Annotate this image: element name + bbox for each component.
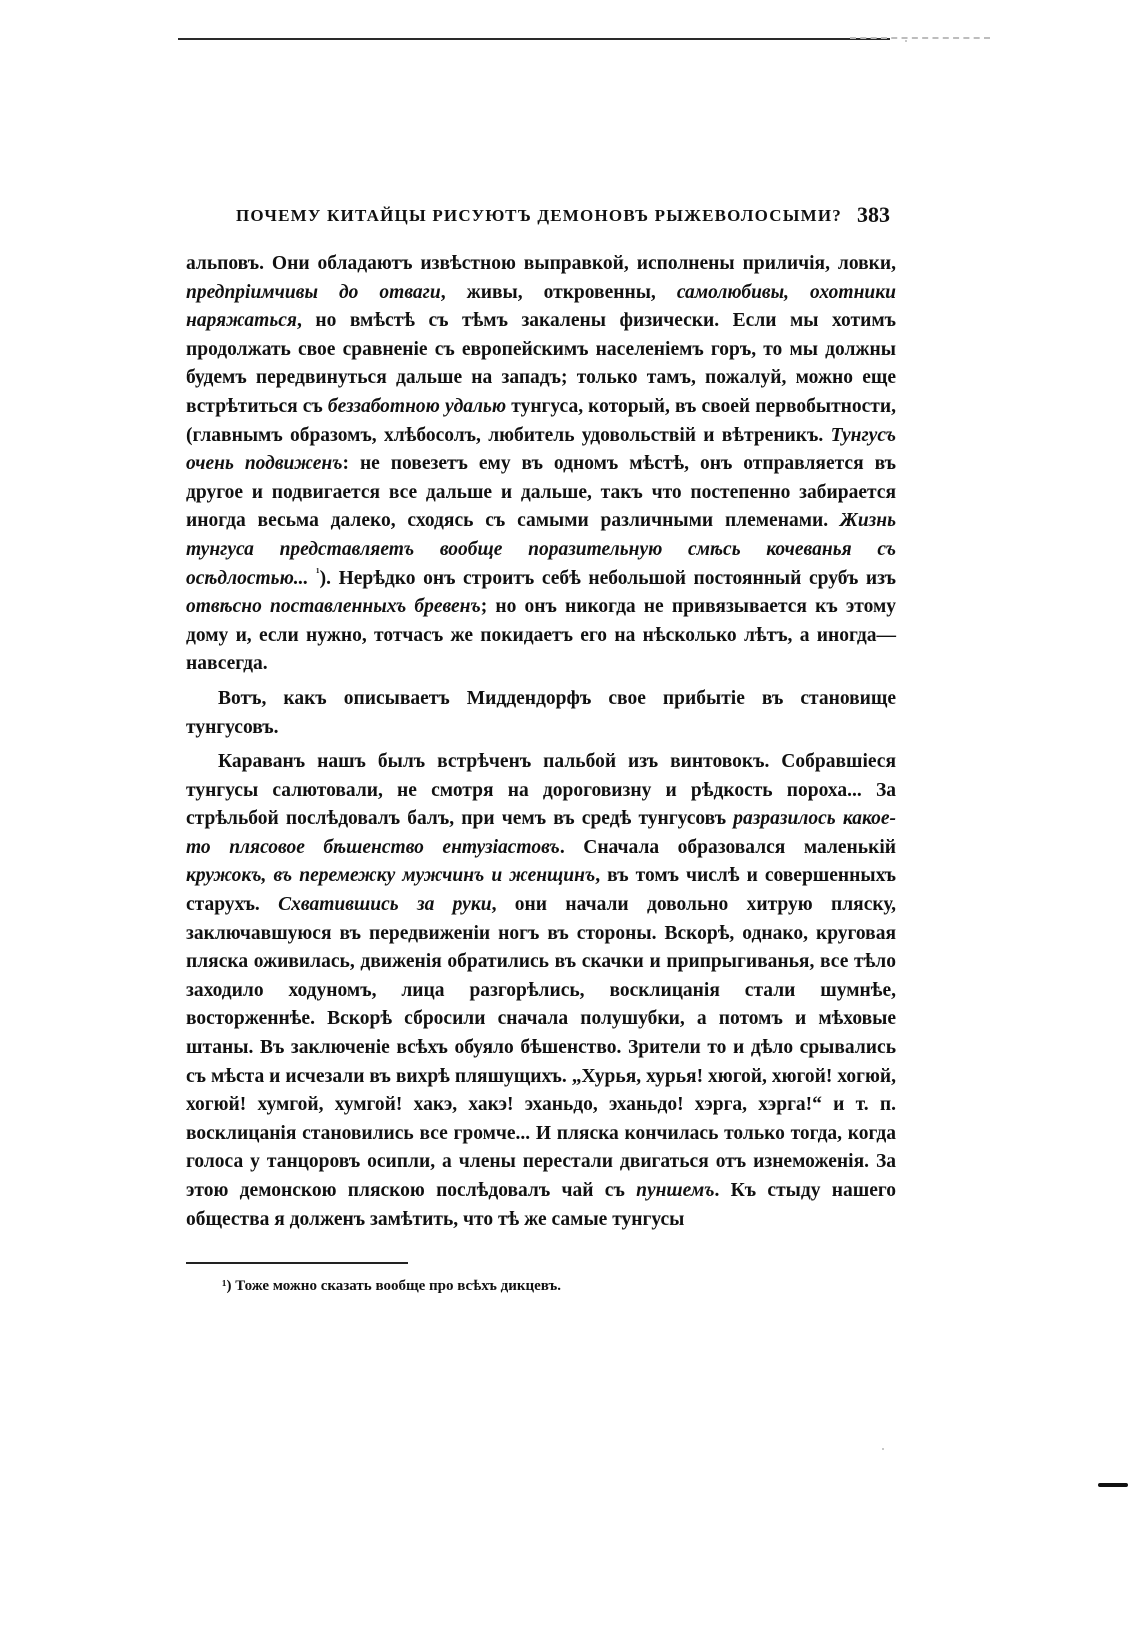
running-head	[186, 202, 896, 236]
footnote-text: ) Тоже можно сказать вообще про всѣхъ дикцевъ.	[226, 1278, 562, 1295]
footnote-rule	[186, 1262, 408, 1264]
p1-italic-5: Жизнь тунгуса представляетъ вообще поразительную смѣсь кочеванья съ осѣдлостью...	[186, 510, 897, 589]
p1-text-1: альповъ. Они обладаютъ извѣстною выправкой, исполнены приличія, ловки,	[186, 253, 896, 274]
p1-text-3: , но вмѣстѣ съ тѣмъ закалены физически. Если мы хотимъ продолжать свое сравненіе съ европейскимъ населеніемъ горъ, то мы должны будемъ передвинуться дальше на западъ; только тамъ, пожалуй, можно еще встрѣтиться съ	[186, 310, 896, 417]
p3-italic-3: Схватившись за руки	[278, 894, 492, 916]
p3-text-2: . Сначала образовался маленькій	[559, 836, 896, 858]
p1-text-4: тунгуса, который, въ своей первобытности, (главнымъ образомъ, хлѣбосолъ, любитель удовольствій и вѣтреникъ.	[186, 395, 896, 446]
scan-speck	[905, 40, 907, 42]
paragraph-2	[186, 685, 896, 742]
p3-text-4: , они начали довольно хитрую пляску, заключавшуюся въ передвиженіи ногъ въ стороны. Вскорѣ, однако, круговая пляска оживилась, движенія обратились въ скачки и припрыгиванья, все тѣло заходило ходуномъ, лица разгорѣлись, восклицанія стали шумнѣе, восторженнѣе. Вскорѣ сбросили сначала полушубки, а потомъ и мѣховые штаны. Въ заключеніе всѣхъ обуяло бѣшенство. Зрители то и дѣло срывались съ мѣста и исчезали въ вихрѣ пляшущихъ. „Хурья, хурья! хюгой, хюгой! хогюй, хогюй! хумгой, хумгой! хакэ, хакэ! эханьдо, эханьдо! хэрга, хэрга!“ и т. п. восклицанія становились все громче... И пляска кончилась только тогда, когда голоса у танцоровъ осипли, а члены перестали двигаться отъ изнеможенія. За этою демонскою пляскою послѣдовалъ чай съ	[186, 894, 897, 1201]
p1-text-5: : не повезетъ ему въ одномъ мѣстѣ, онъ отправляется въ другое и подвигается все дальше и дальше, такъ что постепенно забирается иногда весьма далеко, сходясь съ самыми различными племенами.	[186, 453, 896, 532]
p1-italic-3: беззаботною удалью	[327, 395, 507, 417]
footnote	[186, 1276, 896, 1296]
paragraph-3	[186, 748, 896, 1234]
page-edge-mark	[1098, 1483, 1128, 1487]
p2-text: Вотъ, какъ описываетъ Миддендорфъ свое прибытіе въ становище тунгусовъ.	[186, 687, 896, 738]
scan-speck	[882, 1448, 884, 1450]
p1-text-2: , живы, откровенны,	[440, 281, 656, 303]
p1-italic-6: отвѣсно поставленныхъ бревенъ	[186, 596, 481, 618]
p3-text-1: Караванъ нашъ былъ встрѣченъ пальбой изъ винтовокъ. Собравшіеся тунгусы салютовали, не смотря на дороговизну и рѣдкость пороха... За стрѣльбой послѣдовалъ балъ, при чемъ въ средѣ тунгусовъ	[186, 751, 896, 830]
p3-text-5: . Къ стыду нашего общества я долженъ замѣтить, что тѣ же самые тунгусы	[186, 1180, 896, 1230]
footnote-marker: ¹	[222, 1278, 227, 1295]
book-page	[186, 202, 896, 1296]
top-scan-rule-fade	[850, 37, 990, 39]
footnote-reference[interactable]: ¹	[316, 565, 320, 580]
body-text	[186, 250, 896, 1234]
p1-text-6: ). Нерѣдко онъ строитъ себѣ небольшой постоянный срубъ изъ	[319, 567, 897, 589]
p3-italic-4: пуншемъ	[636, 1180, 715, 1201]
p3-italic-1: разразилось какое-то плясовое бѣшенство ентузіастовъ	[186, 808, 897, 858]
p1-italic-4: Тунгусъ очень подвиженъ	[186, 424, 897, 475]
running-title: ПОЧЕМУ КИТАЙЦЫ РИСУЮТЪ ДЕМОНОВЪ РЫЖЕВОЛОСЫМИ?	[236, 206, 842, 225]
p1-text-7: ; но онъ никогда не привязывается къ этому дому и, если нужно, тотчасъ же покидаетъ его на нѣсколько лѣтъ, а иногда—навсегда.	[186, 596, 897, 675]
p3-text-3: , въ томъ числѣ и совершенныхъ старухъ.	[186, 865, 896, 916]
p3-italic-2: кружокъ, въ перемежку мужчинъ и женщинъ	[186, 865, 596, 887]
top-scan-rule	[178, 38, 890, 40]
p1-italic-1: предпріимчивы до отваги	[186, 281, 441, 303]
page-number: 383	[857, 202, 890, 227]
paragraph-1	[186, 250, 896, 679]
p1-italic-2: самолюбивы, охотники наряжаться	[186, 281, 896, 332]
